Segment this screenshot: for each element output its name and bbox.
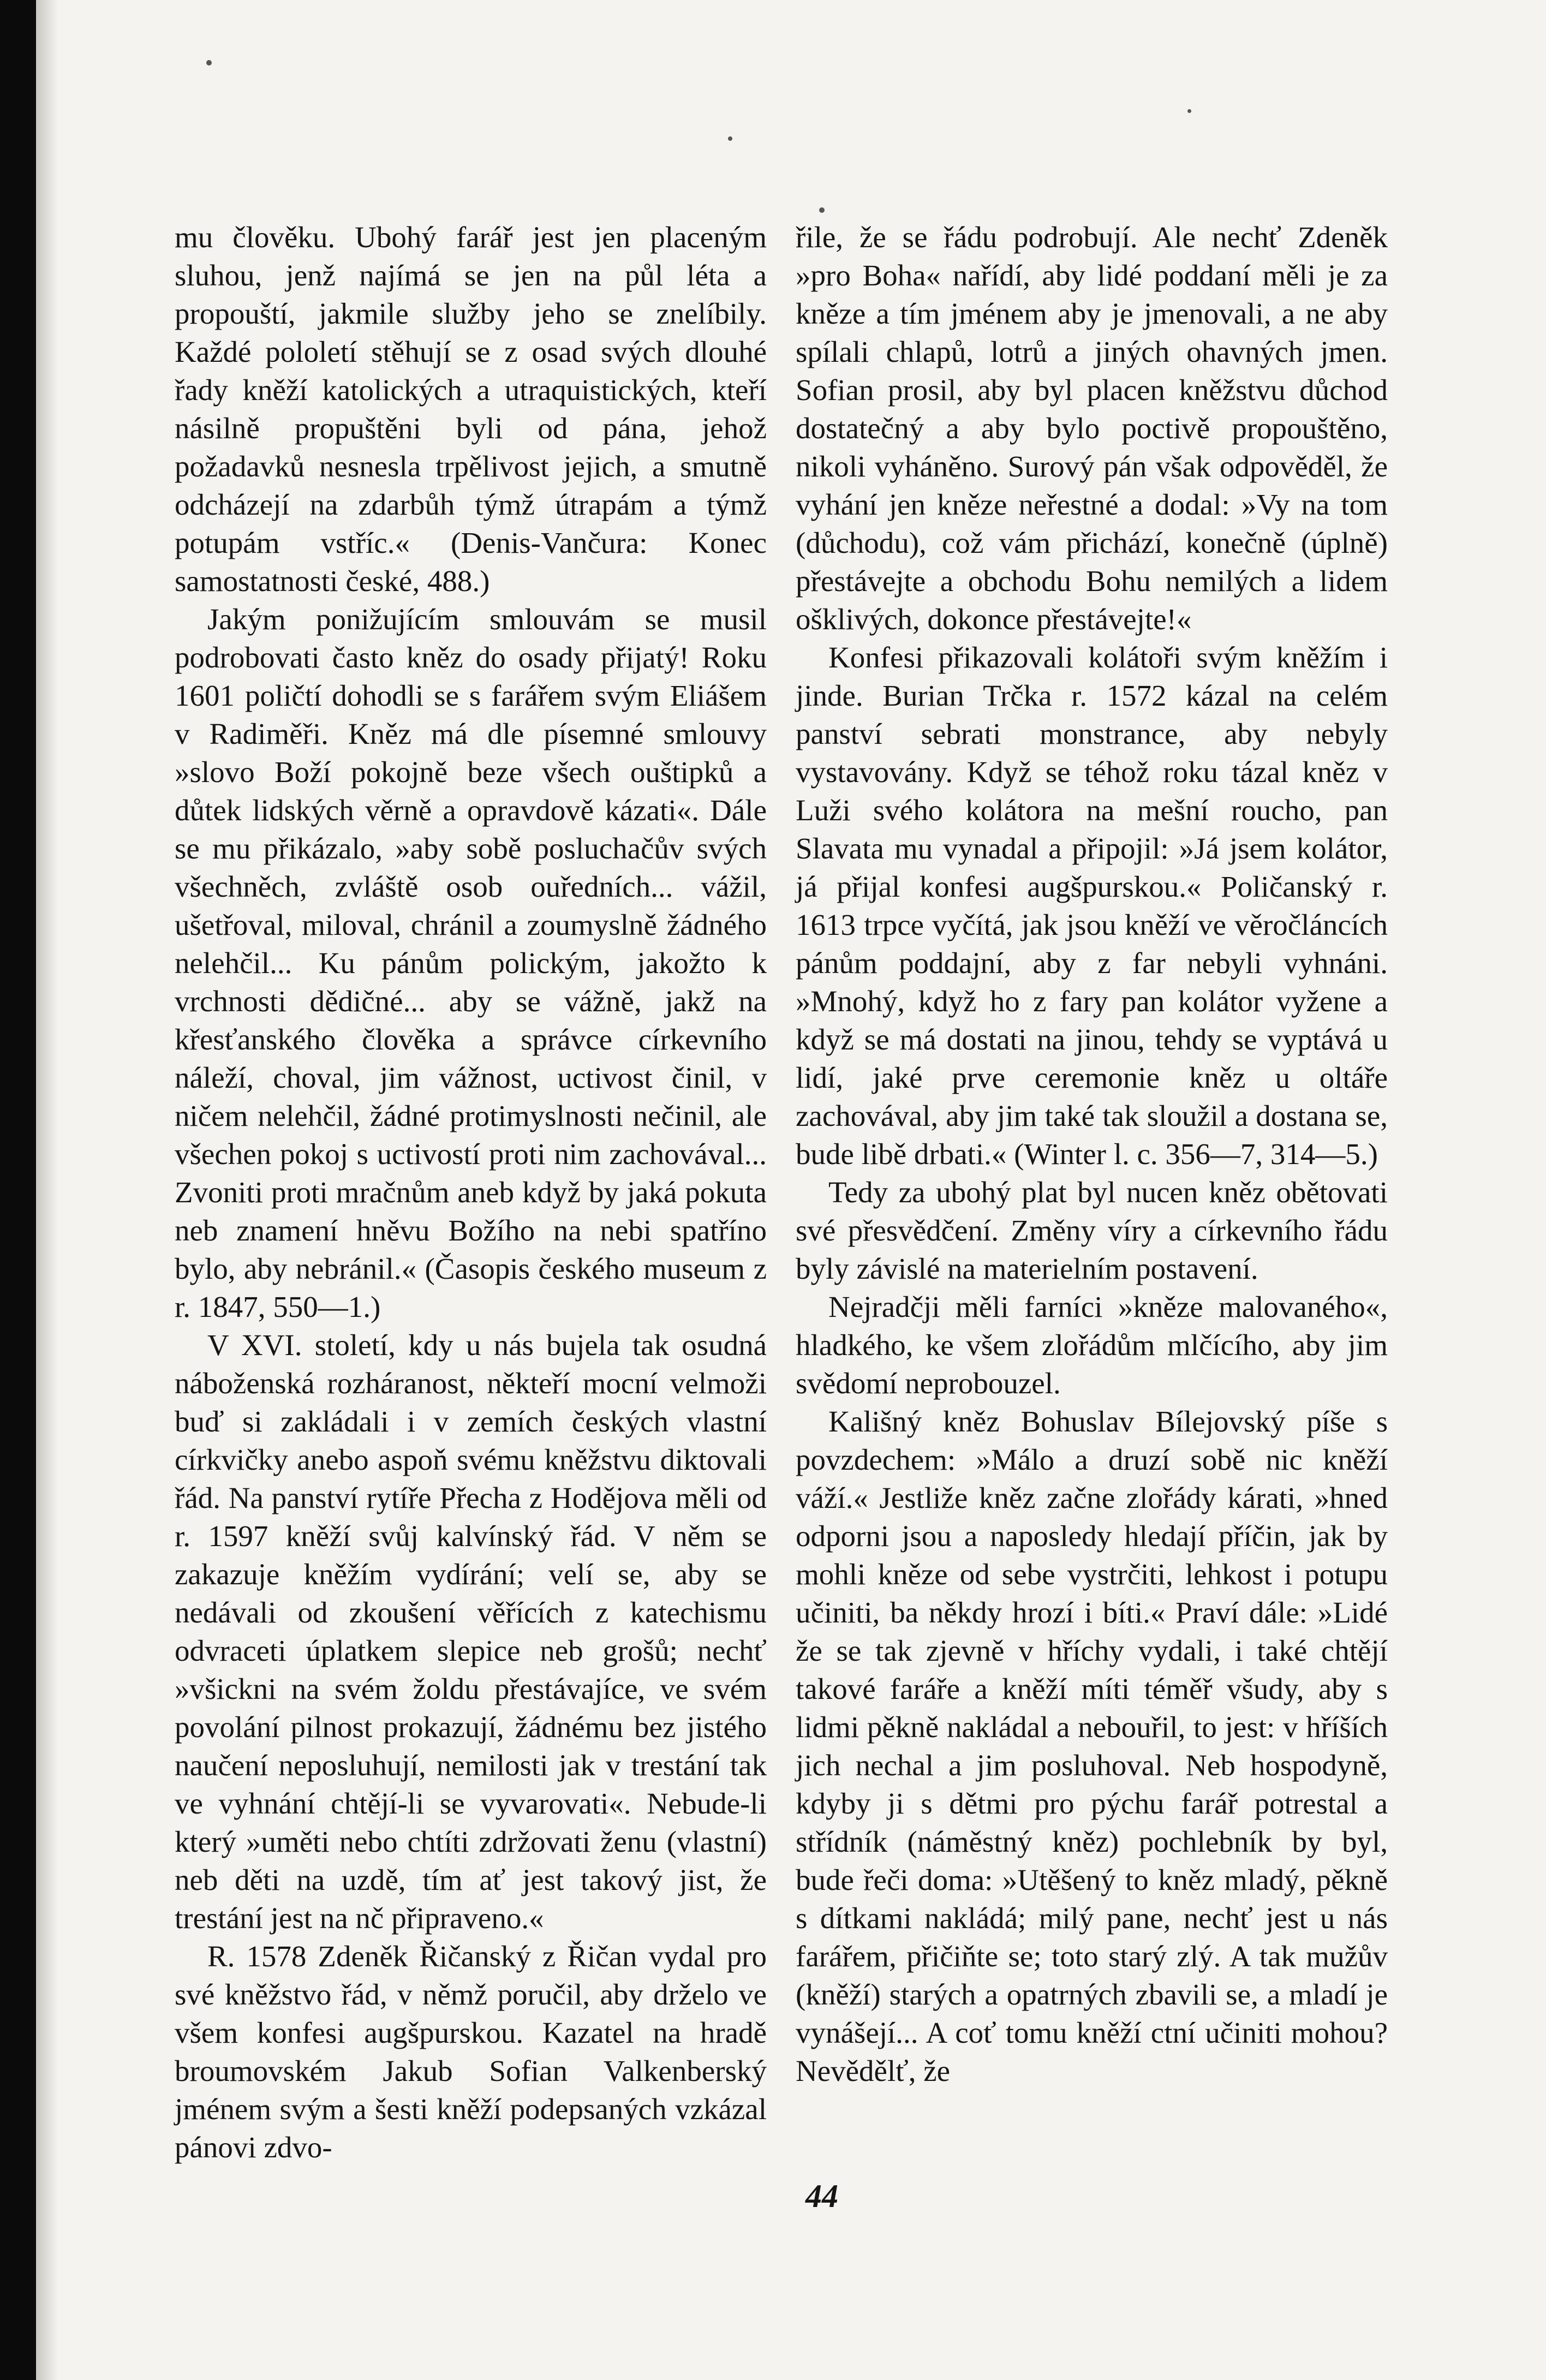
print-speck: [819, 207, 825, 213]
left-text-column: [175, 218, 767, 2167]
paragraph: mu člověku. Ubohý farář jest jen placeným sluhou, jenž najímá se jen na půl léta a propouští, jakmile služby jeho se znelíbily. Každé pololetí stěhují se z osad svých dlouhé řady kněží katolických a utraquistických, kteří násilně propuštěni byli od pána, jehož požadavků nesnesla trpělivost jejich, a smutně odcházejí na zdarbůh týmž útrapám a týmž potupám vstříc.« (Denis-Vančura: Konec samostatnosti české, 488.): [175, 220, 767, 598]
paragraph: Jakým ponižujícím smlouvám se musil podrobovati často kněz do osady přijatý! Roku 1601 poličtí dohodli se s farářem svým Eliášem v Radiměři. Kněz má dle písemné smlouvy »slovo Boží pokojně beze všech ouštipků a důtek lidských věrně a opravdově kázati«. Dále se mu přikázalo, »aby sobě posluchačův svých všechněch, zvláště osob ouředních... vážil, ušetřoval, miloval, chránil a zoumyslně žádného nelehčil... Ku pánům polickým, jakožto k vrchnosti dědičné... aby se vážně, jakž na křesťanského člověka a správce církevního náleží, choval, jim vážnost, uctivost činil, v ničem nelehčil, žádné protimyslnosti nečinil, ale všechen pokoj s uctivostí proti nim zachovával... Zvoniti proti mračnům aneb když by jaká pokuta neb znamení hněvu Božího na nebi spatříno bylo, aby nebránil.« (Časopis českého museum z r. 1847, 550—1.): [175, 603, 767, 1323]
paragraph: Kališný kněz Bohuslav Bílejovský píše s povzdechem: »Málo a druzí sobě nic kněží váží.« Jestliže kněz začne zlořády kárati, »hned odporni jsou a naposledy hledají příčin, jak by mohli kněze od sebe vystrčiti, lehkost i potupu učiniti, ba někdy hrozí i bíti.« Praví dále: »Lidé že se tak zjevně v hříchy vydali, i také chtějí takové faráře a kněží míti téměř všudy, aby s lidmi pěkně nakládal a nebouřil, to jest: v hříších jich nechal a jim posluhoval. Neb hospodyně, kdyby ji s dětmi pro pýchu farář potrestal a střídník (náměstný kněz) pochlebník by byl, bude řeči doma: »Utěšený to kněz mladý, pěkně s dítkami nakládá; milý pane, nechť jest u nás farářem, přičiňte se; toto starý zlý. A tak mužův (kněží) starých a opatrných zbavili se, a mladí je vynášejí... A coť tomu kněží ctní učiniti mohou? Nevědělť, že: [796, 1405, 1388, 2087]
book-page: [36, 0, 1546, 2380]
print-speck: [206, 60, 212, 65]
paragraph: R. 1578 Zdeněk Řičanský z Řičan vydal pro své kněžstvo řád, v němž poručil, aby drželo ve všem konfesi augšpurskou. Kazatel na hradě broumovském Jakub Sofian Valkenberský jménem svým a šesti kněží podepsaných vzkázal pánovi zdvo-: [175, 1940, 767, 2164]
page-number: 44: [805, 2178, 838, 2214]
paragraph: Nejradčji měli farníci »kněze malovaného«, hladkého, ke všem zlořádům mlčícího, aby jim svědomí neprobouzel.: [796, 1290, 1388, 1400]
print-speck: [1187, 109, 1191, 113]
paragraph: Tedy za ubohý plat byl nucen kněz obětovati své přesvědčení. Změny víry a církevního řádu byly závislé na materielním postavení.: [796, 1176, 1388, 1285]
page-edge-shadow: [36, 0, 58, 2380]
paragraph: Konfesi přikazovali kolátoři svým kněžím i jinde. Burian Trčka r. 1572 kázal na celém panství sebrati monstrance, aby nebyly vystavovány. Když se téhož roku tázal kněz v Luži svého kolátora na mešní roucho, pan Slavata mu vynadal a připojil: »Já jsem kolátor, já přijal konfesi augšpurskou.« Poličanský r. 1613 trpce vyčítá, jak jsou kněží ve věročláncích pánům poddajní, aby z far nebyli vyhnáni. »Mnohý, když ho z fary pan kolátor vyžene a když se má dostati na jinou, tehdy se vyptává u lidí, jaké prve ceremonie kněz u oltáře zachovával, aby jim také tak sloužil a dostana se, bude libě drbati.« (Winter l. c. 356—7, 314—5.): [796, 641, 1388, 1171]
paragraph: řile, že se řádu podrobují. Ale nechť Zdeněk »pro Boha« nařídí, aby lidé poddaní měli je za kněze a tím jménem aby je jmenovali, a ne aby spílali chlapů, lotrů a jiných ohavných jmen. Sofian prosil, aby byl placen kněžstvu důchod dostatečný a aby bylo poctivě propouštěno, nikoli vyháněno. Surový pán však odpověděl, že vyhání jen kněze neřestné a dodal: »Vy na tom (důchodu), což vám přichází, konečně (úplně) přestávejte a obchodu Bohu nemilých a lidem ošklivých, dokonce přestávejte!«: [796, 220, 1388, 636]
print-speck: [728, 136, 732, 141]
paragraph: V XVI. století, kdy u nás bujela tak osudná náboženská rozháranost, někteří mocní velmoži buď si zakládali i v zemích českých vlastní církvičky anebo aspoň svému kněžstvu diktovali řád. Na panství rytíře Přecha z Hodějova měli od r. 1597 kněží svůj kalvínský řád. V něm se zakazuje kněžím vydírání; velí se, aby se nedávali od zkoušení věřících z katechismu odvraceti úplatkem slepice neb grošů; nechť »všickni na svém žoldu přestávajíce, ve svém povolání pilnost prokazují, žádnému bez jistého naučení neposluhují, nemilosti jak v trestání tak ve vyhnání chtějí-li se vyvarovati«. Nebude-li který »uměti nebo chtíti zdržovati ženu (vlastní) neb děti na uzdě, tím ať jest takový jist, že trestání jest na nč připraveno.«: [175, 1328, 767, 1935]
right-text-column: [796, 218, 1388, 2090]
